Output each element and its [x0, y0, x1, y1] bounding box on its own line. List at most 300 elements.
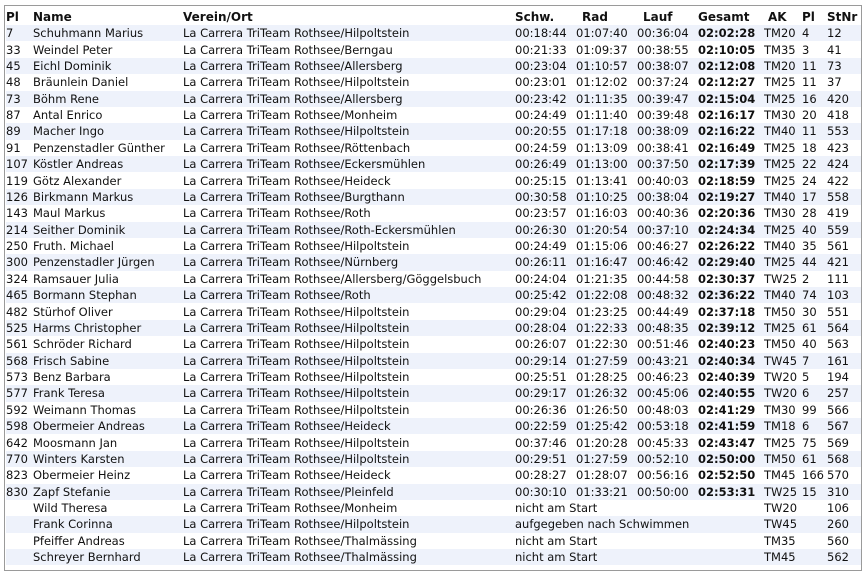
cell-ak: TM30: [764, 107, 802, 123]
cell-gesamt: 02:30:37: [698, 271, 764, 287]
cell-schw: 00:26:36: [515, 402, 576, 418]
cell-pl: 107: [6, 156, 33, 172]
table-row: [6, 369, 861, 385]
cell-ak: TW25: [764, 484, 802, 500]
cell-pl: 642: [6, 434, 33, 450]
cell-stnr: 562: [827, 549, 861, 565]
cell-verein: La Carrera TriTeam Rothsee/Roth-Eckersmühlen: [183, 222, 515, 238]
table-row: [6, 467, 861, 483]
cell-ak: TM25: [764, 140, 802, 156]
cell-verein: La Carrera TriTeam Rothsee/Hilpoltstein: [183, 385, 515, 401]
cell-rad: 01:10:25: [576, 189, 637, 205]
cell-ak: TM25: [764, 172, 802, 188]
cell-pl2: 35: [802, 238, 827, 254]
cell-verein: La Carrera TriTeam Rothsee/Thalmässing: [183, 533, 515, 549]
cell-pl: 465: [6, 287, 33, 303]
cell-pl2: 75: [802, 434, 827, 450]
cell-lauf: 00:44:58: [637, 271, 698, 287]
cell-schw: 00:29:51: [515, 451, 576, 467]
cell-name: Schuhmann Marius: [33, 25, 183, 41]
table-row: [6, 58, 861, 74]
cell-pl2: 4: [802, 25, 827, 41]
cell-gesamt: 02:20:36: [698, 205, 764, 221]
table-row: [6, 41, 861, 57]
cell-name: Benz Barbara: [33, 369, 183, 385]
cell-ak: TM25: [764, 434, 802, 450]
cell-gesamt: 02:40:34: [698, 353, 764, 369]
cell-gesamt: 02:16:17: [698, 107, 764, 123]
cell-pl2: 18: [802, 140, 827, 156]
cell-stnr: 563: [827, 336, 861, 352]
cell-rad: 01:20:54: [576, 222, 637, 238]
cell-verein: La Carrera TriTeam Rothsee/Nürnberg: [183, 254, 515, 270]
cell-rad: 01:22:33: [576, 320, 637, 336]
cell-lauf: 00:37:50: [637, 156, 698, 172]
cell-verein: La Carrera TriTeam Rothsee/Hilpoltstein: [183, 25, 515, 41]
table-row: [6, 140, 861, 156]
cell-verein: La Carrera TriTeam Rothsee/Allersberg: [183, 58, 515, 74]
cell-lauf: 00:44:49: [637, 303, 698, 319]
cell-name: Frank Teresa: [33, 385, 183, 401]
cell-lauf: 00:38:07: [637, 58, 698, 74]
cell-gesamt: 02:16:49: [698, 140, 764, 156]
cell-verein: La Carrera TriTeam Rothsee/Hilpoltstein: [183, 434, 515, 450]
cell-schw: 00:24:04: [515, 271, 576, 287]
cell-schw: 00:23:42: [515, 91, 576, 107]
cell-verein: La Carrera TriTeam Rothsee/Monheim: [183, 107, 515, 123]
cell-gesamt: 02:53:31: [698, 484, 764, 500]
table-row: [6, 385, 861, 401]
cell-stnr: 559: [827, 222, 861, 238]
cell-ak: TW20: [764, 385, 802, 401]
cell-pl: 525: [6, 320, 33, 336]
cell-pl: 598: [6, 418, 33, 434]
header-pl2: Pl: [802, 9, 815, 24]
cell-pl2: 61: [802, 451, 827, 467]
table-row: [6, 549, 861, 565]
table-row: [6, 353, 861, 369]
cell-verein: La Carrera TriTeam Rothsee/Burgthann: [183, 189, 515, 205]
cell-ak: TM20: [764, 25, 802, 41]
cell-pl: 45: [6, 58, 33, 74]
cell-stnr: 567: [827, 418, 861, 434]
table-row: [6, 434, 861, 450]
cell-name: Winters Karsten: [33, 451, 183, 467]
cell-name: Moosmann Jan: [33, 434, 183, 450]
cell-lauf: 00:43:21: [637, 353, 698, 369]
cell-note: nicht am Start: [515, 500, 764, 516]
cell-ak: TM25: [764, 222, 802, 238]
cell-rad: 01:16:03: [576, 205, 637, 221]
cell-pl2: 40: [802, 336, 827, 352]
cell-name: Ramsauer Julia: [33, 271, 183, 287]
cell-rad: 01:11:35: [576, 91, 637, 107]
cell-pl: 73: [6, 91, 33, 107]
cell-name: Götz Alexander: [33, 172, 183, 188]
table-row: [6, 123, 861, 139]
table-row: [6, 254, 861, 270]
cell-schw: 00:26:11: [515, 254, 576, 270]
cell-pl2: [802, 549, 827, 565]
cell-gesamt: 02:39:12: [698, 320, 764, 336]
cell-gesamt: 02:40:55: [698, 385, 764, 401]
cell-rad: 01:15:06: [576, 238, 637, 254]
cell-ak: TM20: [764, 58, 802, 74]
cell-lauf: 00:39:47: [637, 91, 698, 107]
cell-stnr: 569: [827, 434, 861, 450]
cell-ak: TW45: [764, 516, 802, 532]
cell-pl2: 24: [802, 172, 827, 188]
cell-lauf: 00:48:35: [637, 320, 698, 336]
cell-stnr: 421: [827, 254, 861, 270]
header-name: Name: [33, 9, 72, 24]
cell-pl: 91: [6, 140, 33, 156]
cell-rad: 01:27:59: [576, 353, 637, 369]
table-row: [6, 336, 861, 352]
cell-stnr: 553: [827, 123, 861, 139]
cell-pl: 324: [6, 271, 33, 287]
cell-verein: La Carrera TriTeam Rothsee/Hilpoltstein: [183, 238, 515, 254]
cell-name: Schröder Richard: [33, 336, 183, 352]
cell-pl: [6, 516, 33, 532]
cell-name: Pfeiffer Andreas: [33, 533, 183, 549]
cell-gesamt: 02:52:50: [698, 467, 764, 483]
header-verein: Verein/Ort: [183, 9, 253, 24]
cell-schw: 00:23:01: [515, 74, 576, 90]
cell-verein: La Carrera TriTeam Rothsee/Hilpoltstein: [183, 451, 515, 467]
cell-name: Seither Dominik: [33, 222, 183, 238]
cell-gesamt: 02:19:27: [698, 189, 764, 205]
cell-gesamt: 02:10:05: [698, 41, 764, 57]
cell-pl2: [802, 533, 827, 549]
table-row: [6, 189, 861, 205]
cell-name: Stürhof Oliver: [33, 303, 183, 319]
cell-ak: TM50: [764, 336, 802, 352]
cell-lauf: 00:40:03: [637, 172, 698, 188]
cell-schw: 00:29:17: [515, 385, 576, 401]
cell-gesamt: 02:17:39: [698, 156, 764, 172]
cell-gesamt: 02:43:47: [698, 434, 764, 450]
cell-lauf: 00:50:00: [637, 484, 698, 500]
cell-stnr: 423: [827, 140, 861, 156]
table-row: [6, 271, 861, 287]
cell-stnr: 568: [827, 451, 861, 467]
cell-stnr: 194: [827, 369, 861, 385]
cell-rad: 01:17:18: [576, 123, 637, 139]
cell-stnr: 424: [827, 156, 861, 172]
cell-stnr: 111: [827, 271, 861, 287]
cell-verein: La Carrera TriTeam Rothsee/Allersberg/Göggelsbuch: [183, 271, 515, 287]
cell-gesamt: 02:50:00: [698, 451, 764, 467]
cell-schw: 00:23:57: [515, 205, 576, 221]
cell-stnr: 73: [827, 58, 861, 74]
cell-schw: 00:26:49: [515, 156, 576, 172]
cell-pl: 577: [6, 385, 33, 401]
cell-ak: TM40: [764, 238, 802, 254]
cell-lauf: 00:46:27: [637, 238, 698, 254]
cell-name: Frank Corinna: [33, 516, 183, 532]
cell-pl2: 166: [802, 467, 827, 483]
cell-pl: 89: [6, 123, 33, 139]
cell-pl: 300: [6, 254, 33, 270]
cell-rad: 01:12:02: [576, 74, 637, 90]
cell-name: Köstler Andreas: [33, 156, 183, 172]
cell-pl2: 17: [802, 189, 827, 205]
cell-pl2: 20: [802, 107, 827, 123]
cell-gesamt: 02:36:22: [698, 287, 764, 303]
cell-pl2: 61: [802, 320, 827, 336]
cell-rad: 01:10:57: [576, 58, 637, 74]
cell-ak: TM30: [764, 205, 802, 221]
cell-lauf: 00:52:10: [637, 451, 698, 467]
cell-schw: 00:30:10: [515, 484, 576, 500]
cell-gesamt: 02:16:22: [698, 123, 764, 139]
cell-ak: TM25: [764, 74, 802, 90]
cell-ak: TM40: [764, 189, 802, 205]
cell-pl2: 30: [802, 303, 827, 319]
cell-stnr: 257: [827, 385, 861, 401]
cell-rad: 01:11:40: [576, 107, 637, 123]
cell-name: Birkmann Markus: [33, 189, 183, 205]
cell-verein: La Carrera TriTeam Rothsee/Roth: [183, 205, 515, 221]
cell-name: Obermeier Andreas: [33, 418, 183, 434]
cell-stnr: 564: [827, 320, 861, 336]
cell-stnr: 570: [827, 467, 861, 483]
cell-pl2: 11: [802, 123, 827, 139]
cell-verein: La Carrera TriTeam Rothsee/Hilpoltstein: [183, 74, 515, 90]
cell-verein: La Carrera TriTeam Rothsee/Eckersmühlen: [183, 156, 515, 172]
cell-ak: TM45: [764, 549, 802, 565]
cell-name: Wild Theresa: [33, 500, 183, 516]
cell-gesamt: 02:29:40: [698, 254, 764, 270]
cell-rad: 01:13:09: [576, 140, 637, 156]
cell-pl: [6, 500, 33, 516]
table-row: [6, 107, 861, 123]
cell-lauf: 00:45:06: [637, 385, 698, 401]
cell-stnr: 260: [827, 516, 861, 532]
cell-name: Schreyer Bernhard: [33, 549, 183, 565]
cell-stnr: 37: [827, 74, 861, 90]
cell-ak: TM45: [764, 467, 802, 483]
cell-ak: TM25: [764, 91, 802, 107]
cell-schw: 00:37:46: [515, 434, 576, 450]
cell-ak: TW45: [764, 353, 802, 369]
table-row: [6, 74, 861, 90]
cell-ak: TM50: [764, 451, 802, 467]
cell-name: Frisch Sabine: [33, 353, 183, 369]
cell-rad: 01:28:25: [576, 369, 637, 385]
cell-verein: La Carrera TriTeam Rothsee/Heideck: [183, 172, 515, 188]
cell-ak: TW20: [764, 500, 802, 516]
cell-schw: 00:22:59: [515, 418, 576, 434]
cell-lauf: 00:37:10: [637, 222, 698, 238]
cell-rad: 01:33:21: [576, 484, 637, 500]
cell-note: nicht am Start: [515, 533, 764, 549]
header-gesamt: Gesamt: [698, 9, 750, 24]
cell-rad: 01:22:30: [576, 336, 637, 352]
cell-lauf: 00:48:03: [637, 402, 698, 418]
cell-pl: 592: [6, 402, 33, 418]
cell-pl2: [802, 516, 827, 532]
cell-pl2: 40: [802, 222, 827, 238]
cell-schw: 00:26:07: [515, 336, 576, 352]
cell-pl: 770: [6, 451, 33, 467]
cell-name: Maul Markus: [33, 205, 183, 221]
cell-stnr: 106: [827, 500, 861, 516]
cell-pl2: 3: [802, 41, 827, 57]
table-row: [6, 402, 861, 418]
cell-name: Harms Christopher: [33, 320, 183, 336]
cell-stnr: 422: [827, 172, 861, 188]
cell-rad: 01:26:50: [576, 402, 637, 418]
cell-gesamt: 02:40:39: [698, 369, 764, 385]
cell-name: Macher Ingo: [33, 123, 183, 139]
cell-name: Böhm Rene: [33, 91, 183, 107]
cell-schw: 00:28:27: [515, 467, 576, 483]
cell-rad: 01:07:40: [576, 25, 637, 41]
cell-schw: 00:25:42: [515, 287, 576, 303]
cell-gesamt: 02:18:59: [698, 172, 764, 188]
cell-gesamt: 02:41:29: [698, 402, 764, 418]
cell-rad: 01:22:08: [576, 287, 637, 303]
cell-pl: 482: [6, 303, 33, 319]
cell-ak: TM18: [764, 418, 802, 434]
cell-pl: 568: [6, 353, 33, 369]
table-row: [6, 238, 861, 254]
cell-schw: 00:24:49: [515, 107, 576, 123]
cell-name: Weindel Peter: [33, 41, 183, 57]
cell-rad: 01:09:37: [576, 41, 637, 57]
cell-note: nicht am Start: [515, 549, 764, 565]
cell-verein: La Carrera TriTeam Rothsee/Berngau: [183, 41, 515, 57]
table-row: [6, 484, 861, 500]
cell-pl2: 15: [802, 484, 827, 500]
cell-gesamt: 02:37:18: [698, 303, 764, 319]
cell-pl: 7: [6, 25, 33, 41]
cell-rad: 01:25:42: [576, 418, 637, 434]
cell-schw: 00:30:58: [515, 189, 576, 205]
cell-schw: 00:25:15: [515, 172, 576, 188]
cell-lauf: 00:39:48: [637, 107, 698, 123]
cell-rad: 01:27:59: [576, 451, 637, 467]
cell-pl2: 5: [802, 369, 827, 385]
cell-verein: La Carrera TriTeam Rothsee/Allersberg: [183, 91, 515, 107]
header-lauf: Lauf: [643, 9, 673, 24]
cell-name: Weimann Thomas: [33, 402, 183, 418]
cell-ak: TM40: [764, 123, 802, 139]
cell-name: Zapf Stefanie: [33, 484, 183, 500]
cell-gesamt: 02:24:34: [698, 222, 764, 238]
cell-pl: 126: [6, 189, 33, 205]
table-row: [6, 205, 861, 221]
cell-schw: 00:18:44: [515, 25, 576, 41]
cell-pl2: 6: [802, 418, 827, 434]
cell-pl2: [802, 500, 827, 516]
table-row: [6, 418, 861, 434]
header-rad: Rad: [582, 9, 608, 24]
cell-pl: 823: [6, 467, 33, 483]
cell-pl: [6, 533, 33, 549]
table-row: [6, 533, 861, 549]
cell-pl: 33: [6, 41, 33, 57]
cell-pl: 48: [6, 74, 33, 90]
cell-name: Antal Enrico: [33, 107, 183, 123]
cell-schw: 00:28:04: [515, 320, 576, 336]
cell-lauf: 00:48:32: [637, 287, 698, 303]
cell-rad: 01:23:25: [576, 303, 637, 319]
cell-verein: La Carrera TriTeam Rothsee/Hilpoltstein: [183, 402, 515, 418]
cell-lauf: 00:51:46: [637, 336, 698, 352]
header-ak: AK: [768, 9, 787, 24]
cell-ak: TW25: [764, 271, 802, 287]
cell-gesamt: 02:40:23: [698, 336, 764, 352]
cell-gesamt: 02:12:08: [698, 58, 764, 74]
cell-lauf: 00:38:09: [637, 123, 698, 139]
cell-lauf: 00:36:04: [637, 25, 698, 41]
header-schw: Schw.: [515, 9, 555, 24]
cell-stnr: 418: [827, 107, 861, 123]
cell-ak: TM25: [764, 254, 802, 270]
cell-ak: TM35: [764, 533, 802, 549]
cell-verein: La Carrera TriTeam Rothsee/Thalmässing: [183, 549, 515, 565]
cell-pl2: 11: [802, 74, 827, 90]
cell-rad: 01:13:41: [576, 172, 637, 188]
cell-stnr: 419: [827, 205, 861, 221]
cell-name: Penzenstadler Günther: [33, 140, 183, 156]
cell-pl: 830: [6, 484, 33, 500]
cell-verein: La Carrera TriTeam Rothsee/Röttenbach: [183, 140, 515, 156]
cell-stnr: 12: [827, 25, 861, 41]
cell-pl2: 6: [802, 385, 827, 401]
cell-pl: 561: [6, 336, 33, 352]
cell-schw: 00:29:04: [515, 303, 576, 319]
cell-rad: 01:26:32: [576, 385, 637, 401]
cell-pl: 250: [6, 238, 33, 254]
cell-pl2: 22: [802, 156, 827, 172]
cell-note: aufgegeben nach Schwimmen: [515, 516, 764, 532]
cell-lauf: 00:37:24: [637, 74, 698, 90]
cell-pl: 573: [6, 369, 33, 385]
cell-ak: TM50: [764, 303, 802, 319]
cell-stnr: 558: [827, 189, 861, 205]
cell-gesamt: 02:26:22: [698, 238, 764, 254]
cell-stnr: 103: [827, 287, 861, 303]
cell-lauf: 00:38:41: [637, 140, 698, 156]
header-row: [6, 8, 861, 25]
cell-schw: 00:24:59: [515, 140, 576, 156]
cell-verein: La Carrera TriTeam Rothsee/Pleinfeld: [183, 484, 515, 500]
cell-stnr: 310: [827, 484, 861, 500]
cell-pl2: 7: [802, 353, 827, 369]
cell-schw: 00:23:04: [515, 58, 576, 74]
cell-schw: 00:29:14: [515, 353, 576, 369]
cell-pl: 214: [6, 222, 33, 238]
cell-rad: 01:13:00: [576, 156, 637, 172]
cell-gesamt: 02:02:28: [698, 25, 764, 41]
cell-schw: 00:21:33: [515, 41, 576, 57]
table-row: [6, 91, 861, 107]
cell-rad: 01:28:07: [576, 467, 637, 483]
cell-ak: TM30: [764, 402, 802, 418]
cell-verein: La Carrera TriTeam Rothsee/Hilpoltstein: [183, 123, 515, 139]
cell-verein: La Carrera TriTeam Rothsee/Roth: [183, 287, 515, 303]
table-row: [6, 500, 861, 516]
cell-stnr: 41: [827, 41, 861, 57]
cell-lauf: 00:56:16: [637, 467, 698, 483]
header-stnr: StNr: [827, 9, 858, 24]
cell-verein: La Carrera TriTeam Rothsee/Hilpoltstein: [183, 369, 515, 385]
cell-verein: La Carrera TriTeam Rothsee/Hilpoltstein: [183, 336, 515, 352]
